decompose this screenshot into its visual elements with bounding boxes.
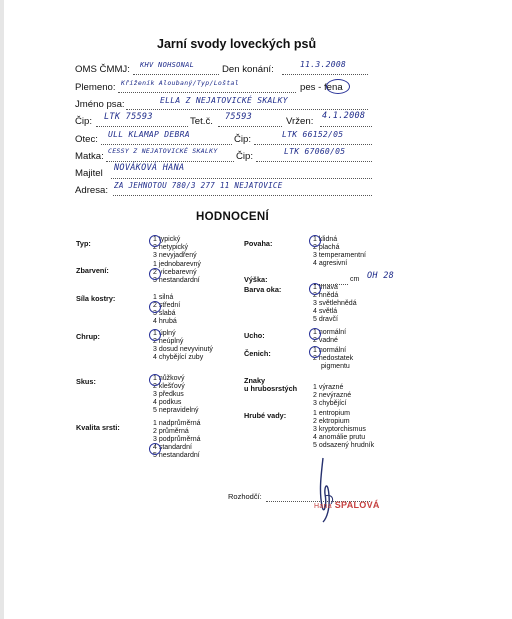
judge-stamp-first: Hana <box>314 503 332 510</box>
sire-chip-value[interactable]: LTK 66152/05 <box>282 130 344 139</box>
dam-chip-label: Čip: <box>236 151 254 162</box>
faults-option-4[interactable]: 4 anomálie prutu <box>313 434 366 442</box>
coat-selection-mark <box>149 443 161 455</box>
ear-option-2[interactable]: 2 vadné <box>313 337 338 345</box>
color-option-3[interactable]: 3 nestandardní <box>153 277 200 285</box>
nose-option-2[interactable]: 2 nedostatek <box>313 355 354 363</box>
coat-option-4[interactable]: 4 standardní <box>153 444 192 452</box>
faults-option-5[interactable]: 5 odsazený hrudník <box>313 442 375 450</box>
whelped-label: Vržen: <box>286 116 314 127</box>
date-value[interactable]: 11.3.2008 <box>300 60 347 69</box>
sire-chip-label: Čip: <box>234 134 252 145</box>
teeth-selection-mark <box>149 329 161 341</box>
bite-option-4[interactable]: 4 podkus <box>153 399 182 407</box>
temper-option-4[interactable]: 4 agresivní <box>313 260 348 268</box>
teeth-option-2[interactable]: 2 neúplný <box>153 338 184 346</box>
height-unit: cm <box>350 276 360 283</box>
wirehair-option-2[interactable]: 2 nevýrazné <box>313 392 352 400</box>
faults-option-3[interactable]: 3 kryptorchismus <box>313 426 366 434</box>
eye-color-option-2[interactable]: 2 hnědá <box>313 292 339 300</box>
teeth-option-1[interactable]: 1 úplný <box>153 330 176 337</box>
evaluation-heading: HODNOCENÍ <box>196 211 269 223</box>
bone-option-1[interactable]: 1 silná <box>153 294 174 301</box>
address-label: Adresa: <box>75 185 109 196</box>
nose-label: Čenich: <box>244 349 271 358</box>
ear-option-1[interactable]: 1 normální <box>313 329 347 336</box>
wirehair-label-2: u hrubosrstých <box>244 384 298 393</box>
wirehair-label: Znaky <box>244 376 266 385</box>
bone-option-3[interactable]: 3 slabá <box>153 310 176 318</box>
teeth-option-3[interactable]: 3 dosud nevyvinutý <box>153 346 213 354</box>
oms-label: OMS ČMMJ: <box>75 64 130 75</box>
whelped-value[interactable]: 4.1.2008 <box>322 111 366 121</box>
name-value[interactable]: ELLA Z NEJATOVICKÉ SKALKY <box>160 96 288 105</box>
sex-separator: - <box>315 82 324 93</box>
faults-label: Hrubé vady: <box>244 411 287 420</box>
wirehair-options <box>313 384 351 408</box>
faults-option-1[interactable]: 1 entropium <box>313 410 350 417</box>
color-selection-mark <box>149 268 161 280</box>
color-label: Zbarvení: <box>76 266 109 275</box>
bite-option-5[interactable]: 5 nepravidelný <box>153 407 199 415</box>
bite-selection-mark <box>149 374 161 386</box>
coat-options <box>153 420 200 460</box>
judge-signature <box>305 456 345 526</box>
color-option-1[interactable]: 1 jednobarevný <box>153 261 201 268</box>
faults-option-2[interactable]: 2 ektropium <box>313 418 350 426</box>
bite-option-3[interactable]: 3 předkus <box>153 391 184 399</box>
ear-selection-mark <box>309 328 321 340</box>
type-option-1[interactable]: 1 typický <box>153 236 181 243</box>
tattoo-value[interactable]: 75593 <box>225 112 253 122</box>
tattoo-label: Tet.č. <box>190 116 213 127</box>
judge-label: Rozhodčí: <box>228 492 262 501</box>
sex-fena: fena <box>324 82 343 93</box>
bone-selection-mark <box>149 301 161 313</box>
breed-value[interactable]: Kříženík Aloubaný/Typ/Loštal <box>121 79 239 87</box>
bone-option-4[interactable]: 4 hrubá <box>153 318 177 326</box>
coat-option-3[interactable]: 3 podprůměrná <box>153 436 201 444</box>
oms-value[interactable]: KHV NOHSONAL <box>140 61 195 69</box>
eye-color-option-3[interactable]: 3 světlehnědá <box>313 300 357 308</box>
coat-label: Kvalita srsti: <box>76 423 120 432</box>
owner-label: Majitel <box>75 168 103 179</box>
coat-option-1[interactable]: 1 nadprůměrná <box>153 420 201 427</box>
height-value[interactable]: OH 28 <box>367 271 395 281</box>
judge-stamp-last: SPALOVÁ <box>334 500 380 510</box>
dam-value[interactable]: CESSY Z NEJATOVICKÉ SKALKY <box>108 147 218 155</box>
temper-option-3[interactable]: 3 temperamentní <box>313 252 366 260</box>
dam-label: Matka: <box>75 151 104 162</box>
faults-options <box>313 410 374 450</box>
nose-option-1[interactable]: 1 normální <box>313 347 347 354</box>
temper-selection-mark <box>309 235 321 247</box>
chip-label: Čip: <box>75 116 93 127</box>
eye-color-label: Barva oka: <box>244 285 282 294</box>
eye-color-option-1[interactable]: 1 tmavá <box>313 284 338 291</box>
date-label: Den konání: <box>222 64 274 75</box>
dam-chip-value[interactable]: LTK 67060/05 <box>284 147 346 156</box>
bone-label: Síla kostry: <box>76 294 116 303</box>
eye-color-option-4[interactable]: 4 světlá <box>313 308 338 316</box>
eye-color-selection-mark <box>309 283 321 295</box>
bite-option-1[interactable]: 1 nůžkový <box>153 375 185 382</box>
height-label: Výška: <box>244 275 268 284</box>
temper-option-2[interactable]: 2 plachá <box>313 244 340 252</box>
nose-selection-mark <box>309 346 321 358</box>
wirehair-option-1[interactable]: 1 výrazné <box>313 384 344 391</box>
teeth-options <box>153 330 213 362</box>
form-title: Jarní svody loveckých psů <box>157 37 317 51</box>
color-option-2[interactable]: 2 vícebarevný <box>153 269 197 277</box>
name-label: Jméno psa: <box>75 99 125 110</box>
teeth-option-4[interactable]: 4 chybějící zuby <box>153 354 204 362</box>
chip-value[interactable]: LTK 75593 <box>104 112 153 122</box>
eye-color-option-5[interactable]: 5 dravčí <box>313 316 338 324</box>
sex-fena-circle <box>326 79 350 94</box>
address-value[interactable]: ZA JEHNOTOU 780/3 277 11 NEJATOVICE <box>114 181 283 190</box>
temper-label: Povaha: <box>244 239 273 248</box>
teeth-label: Chrup: <box>76 332 100 341</box>
ear-label: Ucho: <box>244 331 265 340</box>
breed-label: Plemeno: <box>75 82 116 93</box>
coat-option-2[interactable]: 2 průměrná <box>153 428 189 436</box>
nose-option-2-cont: pigmentu <box>321 363 350 371</box>
type-option-3[interactable]: 3 nevyjadřený <box>153 252 197 260</box>
sire-label: Otec: <box>75 134 98 145</box>
sire-value[interactable]: ULL KLAMAP DEBRA <box>108 130 190 139</box>
bite-label: Skus: <box>76 377 96 386</box>
scan-edge <box>0 0 4 619</box>
bite-option-2[interactable]: 2 klešťový <box>153 383 185 391</box>
bone-option-2[interactable]: 2 střední <box>153 302 181 310</box>
temper-option-1[interactable]: 1 klidná <box>313 236 338 243</box>
type-option-2[interactable]: 2 netypický <box>153 244 189 252</box>
type-selection-mark <box>149 235 161 247</box>
coat-option-5[interactable]: 5 nestandardní <box>153 452 200 460</box>
wirehair-option-3[interactable]: 3 chybějící <box>313 400 347 408</box>
owner-value[interactable]: NOVÁKOVÁ HANA <box>114 163 185 173</box>
judge-stamp <box>314 500 380 510</box>
sex-pes: pes <box>300 82 316 93</box>
type-label: Typ: <box>76 239 91 248</box>
